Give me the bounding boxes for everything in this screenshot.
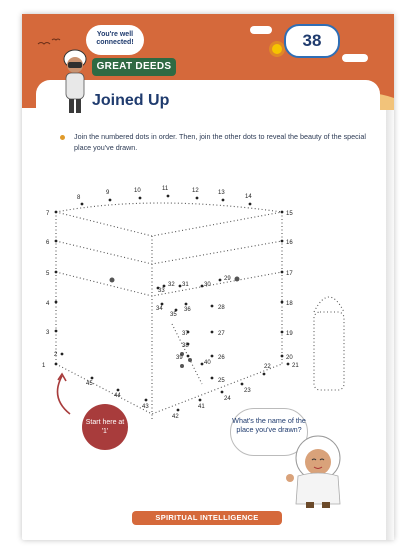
dot-label: 13 — [218, 190, 225, 196]
dot[interactable] — [196, 197, 199, 200]
dot[interactable] — [211, 305, 214, 308]
speech-bubble: You're well connected! — [86, 25, 144, 55]
dot[interactable] — [281, 211, 284, 214]
dot[interactable] — [249, 203, 252, 206]
activity-instructions: Join the numbered dots in order. Then, join the other dots to reveal the beauty of the special place you've drawn. — [74, 132, 366, 152]
dot-label: 2 — [54, 352, 58, 358]
dot-label: 7 — [46, 211, 50, 217]
dot-label: 12 — [192, 188, 199, 194]
dot-label: 3 — [46, 330, 50, 336]
dot-label: 18 — [286, 301, 293, 307]
dot[interactable] — [201, 285, 204, 288]
dot[interactable] — [211, 331, 214, 334]
dot[interactable] — [145, 399, 148, 402]
dot-label: 15 — [286, 211, 293, 217]
dot-label: 44 — [114, 393, 121, 399]
dot-label: 34 — [156, 306, 163, 312]
question-bubble: What's the name of the place you've drawn? — [230, 408, 308, 456]
section-badge: GREAT DEEDS — [92, 58, 176, 76]
dot[interactable] — [281, 301, 284, 304]
dot[interactable] — [109, 199, 112, 202]
dot[interactable] — [55, 271, 58, 274]
page-number: 38 — [284, 24, 340, 58]
dot-label: 26 — [218, 355, 225, 361]
dot-label: 9 — [106, 190, 110, 196]
dot[interactable] — [139, 197, 142, 200]
cloud-icon — [250, 26, 272, 34]
dot-label: 21 — [292, 363, 299, 369]
dot[interactable] — [281, 331, 284, 334]
dot[interactable] — [55, 301, 58, 304]
dot-label: 35 — [170, 312, 177, 318]
dot-label: 45 — [86, 381, 93, 387]
dot-label: 39 — [176, 355, 183, 361]
dot-label: 30 — [204, 282, 211, 288]
dot[interactable] — [179, 285, 182, 288]
sun-icon — [272, 44, 282, 54]
dot-label: 5 — [46, 271, 50, 277]
activity-title: Joined Up — [92, 92, 170, 109]
dot[interactable] — [211, 377, 214, 380]
dot-label: 10 — [134, 188, 141, 194]
dot-label: 6 — [46, 240, 50, 246]
dot-label: 31 — [182, 282, 189, 288]
dot[interactable] — [263, 373, 266, 376]
boy-with-binoculars-illustration — [60, 47, 90, 119]
footer-section-label: SPIRITUAL INTELLIGENCE — [132, 511, 282, 525]
dot-label: 37 — [182, 331, 189, 337]
dot[interactable] — [281, 355, 284, 358]
dot[interactable] — [167, 195, 170, 198]
dot[interactable] — [177, 409, 180, 412]
start-arrow-icon — [58, 376, 71, 414]
dot-label: 27 — [218, 331, 225, 337]
workbook-page — [22, 14, 394, 540]
dotted-guides — [56, 203, 344, 420]
dot-label: 42 — [172, 414, 179, 420]
dot-label: 19 — [286, 331, 293, 337]
dot-to-dot-puzzle[interactable] — [42, 184, 352, 434]
dot[interactable] — [222, 199, 225, 202]
dot-label: 36 — [184, 307, 191, 313]
dot-label: 33 — [158, 288, 165, 294]
dot-label: 16 — [286, 240, 293, 246]
dot-label: 14 — [245, 194, 252, 200]
dot[interactable] — [175, 309, 178, 312]
dot-label: 25 — [218, 378, 225, 384]
dot[interactable] — [281, 271, 284, 274]
girl-in-hijab-illustration — [284, 432, 348, 510]
dot-label: 8 — [77, 195, 81, 201]
dot[interactable] — [55, 211, 58, 214]
dot-label: 17 — [286, 271, 293, 277]
dot-label: 40 — [204, 360, 211, 366]
dot-label: 24 — [224, 396, 231, 402]
dot[interactable] — [61, 353, 64, 356]
dot[interactable] — [241, 383, 244, 386]
dot-label: 43 — [142, 404, 149, 410]
dot[interactable] — [185, 303, 188, 306]
dot[interactable] — [55, 330, 58, 333]
dot[interactable] — [161, 303, 164, 306]
dot-label: 28 — [218, 305, 225, 311]
dot[interactable] — [55, 240, 58, 243]
dot[interactable] — [55, 363, 58, 366]
dot[interactable] — [163, 285, 166, 288]
dot[interactable] — [287, 363, 290, 366]
bullet-icon — [60, 135, 65, 140]
dot-label: 29 — [224, 276, 231, 282]
dot[interactable] — [187, 355, 190, 358]
dot-label: 1 — [42, 363, 46, 369]
dot-label: 20 — [286, 355, 293, 361]
dot[interactable] — [201, 363, 204, 366]
dot-label: 23 — [244, 388, 251, 394]
dot-label: 22 — [264, 364, 271, 370]
dot[interactable] — [211, 355, 214, 358]
dot[interactable] — [91, 377, 94, 380]
dot[interactable] — [219, 279, 222, 282]
dot[interactable] — [199, 399, 202, 402]
dot-label: 41 — [198, 404, 205, 410]
dot-label: 38 — [182, 343, 189, 349]
dot-label: 4 — [46, 301, 50, 307]
start-here-badge: Start here at '1' — [82, 404, 128, 450]
dot[interactable] — [281, 240, 284, 243]
cloud-icon — [342, 54, 368, 62]
dot[interactable] — [81, 203, 84, 206]
dot-label: 11 — [162, 186, 169, 192]
dot[interactable] — [117, 389, 120, 392]
dot[interactable] — [221, 391, 224, 394]
dot-label: 32 — [168, 282, 175, 288]
